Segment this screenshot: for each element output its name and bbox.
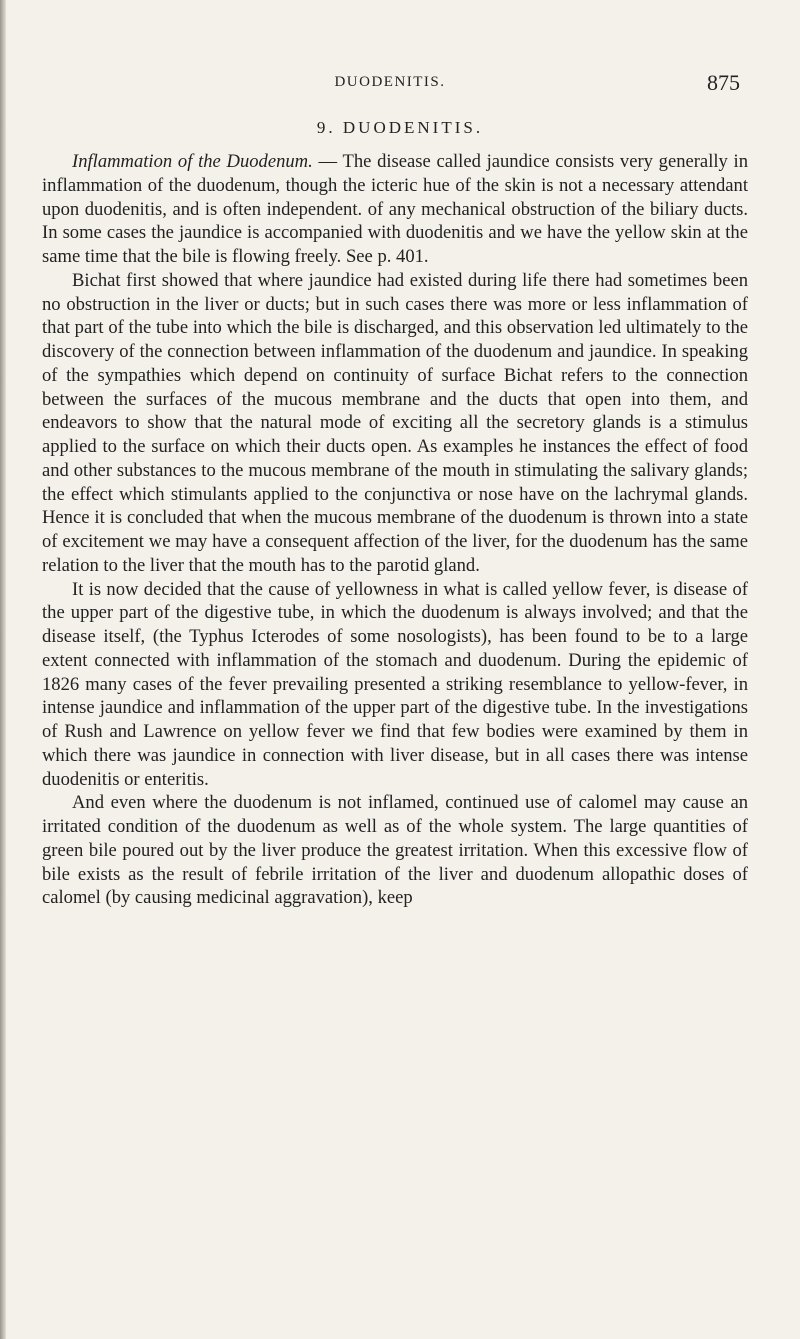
running-title: DUODENITIS.: [334, 74, 446, 90]
page-number: 875: [707, 70, 740, 95]
paragraph-4: And even where the duodenum is not inflamed, continued use of calomel may cause an irritated condition of the duodenum as well as of the whole system. The large quantities of green bile poured out by the liver produce the greatest irritation. When this excessive flow of bile exists as the result of febrile irritation of the liver and duodenum allopathic doses of calomel (by causing medicinal aggravation), keep: [42, 792, 748, 909]
section-heading: 9. DUODENITIS.: [316, 118, 484, 137]
paragraph-2: Bichat first showed that where jaundice had existed during life there had sometimes been no obstruction in the liver or ducts; but in such cases there was more or less inflammation of that part of the tube into which the bile is discharged, and this observation led ultimately to the discovery of the connection between inflammation of the duodenum and jaundice. In speaking of the sympathies which depend on continuity of surface Bichat refers to the connection between the surfaces of the mucous membrane and the ducts that open into them, and endeavors to show that the natural mode of exciting all the secretory glands is a stimulus applied to the surface on which their ducts open. As examples he instances the effect of food and other substances to the mucous membrane of the mouth in stimulating the salivary glands; the effect which stimulants applied to the conjunctiva or nose have on the lachrymal glands. Hence it is concluded that when the mucous membrane of the duodenum is thrown into a state of excitement we may have a consequent affection of the liver, for the duodenum has the same relation to the liver that the mouth has to the parotid gland.: [42, 269, 748, 576]
running-head: [40, 70, 740, 96]
paragraph-3: It is now decided that the cause of yellowness in what is called yellow fever, is disease of the upper part of the digestive tube, in which the duodenum is always involved; and that the disease itself, (the Typhus Icterodes of some nosologists), has been found to be to a large extent connected with inflammation of the stomach and duodenum. During the epidemic of 1826 many cases of the fever prevailing presented a striking resemblance to yellow-fever, in intense jaundice and inflammation of the upper part of the digestive tube. In the investigations of Rush and Lawrence on yellow fever we find that few bodies were examined by them in which there was jaundice in connection with liver disease, but in all cases there was intense duodenitis or enteritis.: [42, 578, 748, 790]
paragraph-1-text: — The disease called jaundice consists very generally in inflammation of the duodenum, though the icteric hue of the skin is not a necessary attendant upon duodenitis, and is often independent. of any mechanical obstruction of the biliary ducts. In some cases the jaundice is accompanied with duodenitis and we have the yellow skin at the same time that the bile is flowing freely. See p. 401.: [42, 151, 748, 267]
paragraph-lead-in: Inflammation of the Duodenum.: [72, 151, 313, 172]
body-text: [42, 150, 748, 910]
paragraph-1: [42, 150, 748, 269]
page-binding-shadow: [0, 0, 6, 1339]
